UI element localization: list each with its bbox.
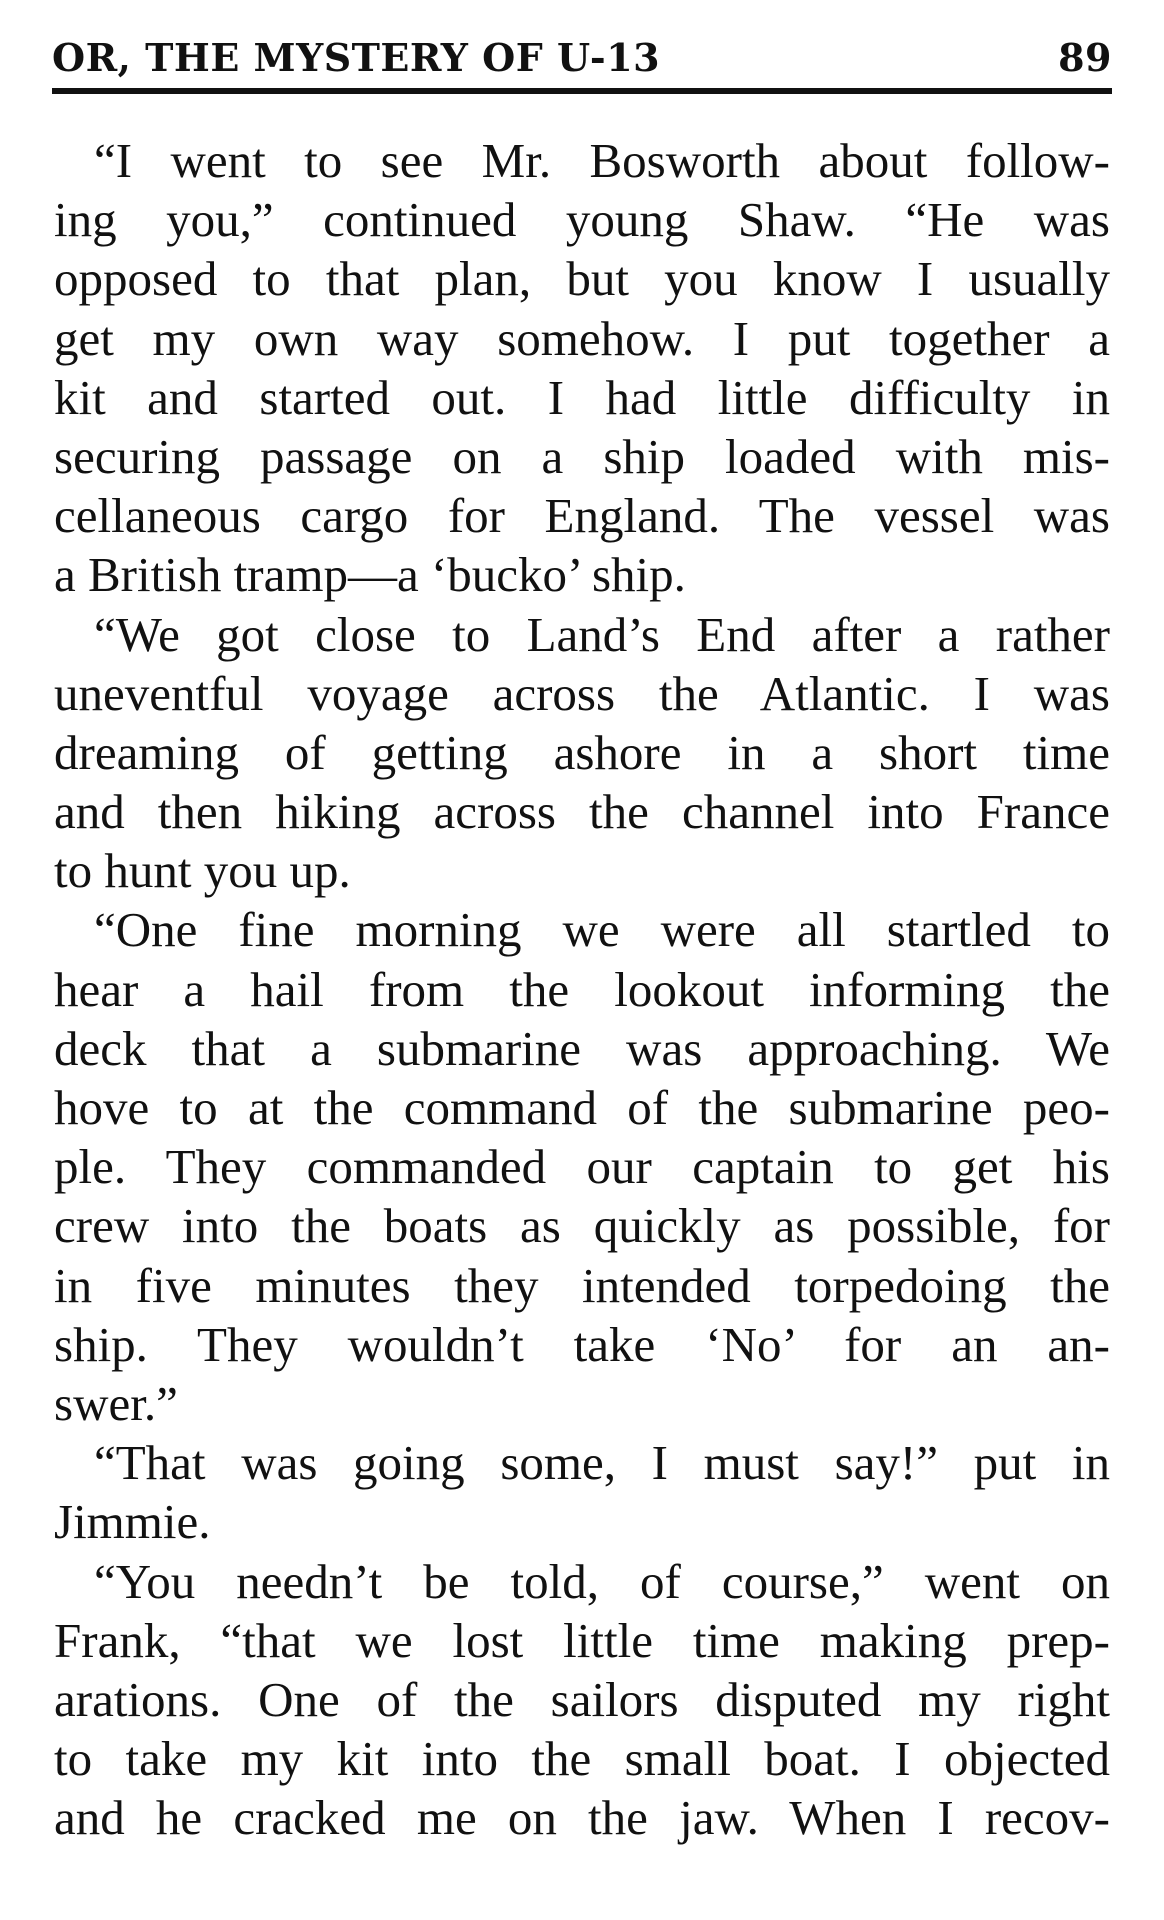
text-line: arations. One of the sailors disputed my right [54, 1671, 1110, 1727]
text-line: Jimmie. [54, 1494, 211, 1550]
paragraph [54, 1433, 1110, 1551]
text-line: dreaming of getting ashore in a short time [54, 724, 1110, 780]
text-line: “One fine morning we were all startled to [94, 902, 1110, 958]
paragraph [54, 900, 1110, 1433]
text-line: “I went to see Mr. Bosworth about follow- [94, 133, 1110, 188]
text-line: “We got close to Land’s End after a rather [94, 606, 1110, 662]
text-line: securing passage on a ship loaded with mis- [54, 428, 1110, 484]
text-line: hove to at the command of the submarine peo- [54, 1080, 1110, 1135]
text-line: and he cracked me on the jaw. When I recov- [54, 1790, 1110, 1846]
text-line: get my own way somehow. I put together a [54, 310, 1110, 366]
text-line: in five minutes they intended torpedoing the [54, 1257, 1110, 1313]
paragraph [54, 605, 1110, 901]
text-line: deck that a submarine was approaching. We [54, 1020, 1110, 1076]
text-line: ing you,” continued young Shaw. “He was [54, 192, 1110, 248]
text-line: and then hiking across the channel into France [54, 784, 1110, 840]
text-line: “You needn’t be told, of course,” went on [94, 1553, 1110, 1609]
running-head [52, 30, 1112, 86]
text-line: to take my kit into the small boat. I objected [54, 1731, 1110, 1787]
text-line: swer.” [54, 1375, 178, 1431]
text-line: hear a hail from the lookout informing the [54, 961, 1110, 1017]
text-line: ple. They commanded our captain to get his [54, 1139, 1110, 1195]
body-text [54, 131, 1110, 1847]
text-line: opposed to that plan, but you know I usually [54, 251, 1110, 307]
text-line: ship. They wouldn’t take ‘No’ for an an- [54, 1316, 1110, 1372]
running-title: OR, THE MYSTERY OF U-13 [52, 35, 661, 80]
text-line: uneventful voyage across the Atlantic. I was [54, 665, 1110, 721]
text-line: kit and started out. I had little difficulty in [54, 369, 1110, 425]
text-line: crew into the boats as quickly as possible, for [54, 1198, 1110, 1254]
text-line: “That was going some, I must say!” put in [94, 1435, 1110, 1491]
page-number: 89 [1058, 35, 1112, 80]
text-line: to hunt you up. [54, 843, 351, 899]
header-rule [52, 88, 1112, 94]
text-line: a British tramp—a ‘bucko’ ship. [54, 547, 686, 603]
paragraph [54, 131, 1110, 605]
paragraph [54, 1552, 1110, 1848]
text-line: Frank, “that we lost little time making prep- [54, 1612, 1110, 1668]
text-line: cellaneous cargo for England. The vessel was [54, 488, 1110, 544]
